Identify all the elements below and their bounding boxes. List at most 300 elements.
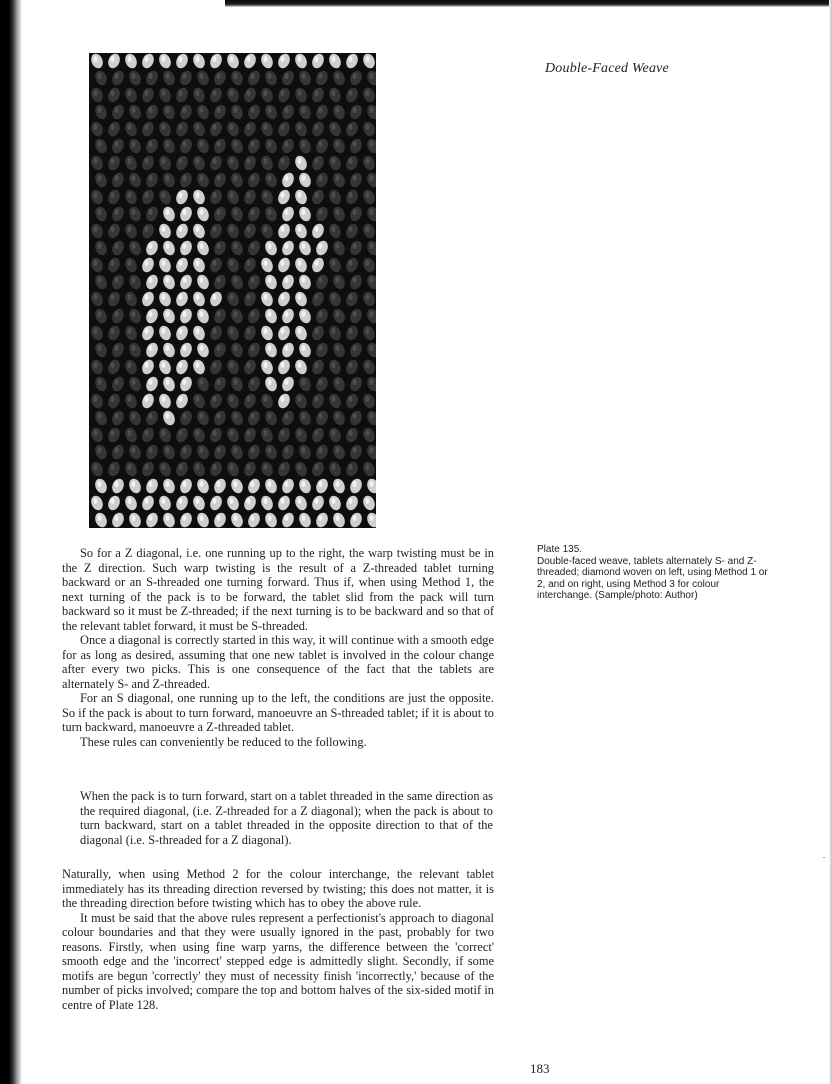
light-warp-twist: [229, 477, 245, 495]
dark-warp-twist: [191, 154, 207, 172]
dark-warp-twist: [106, 256, 122, 274]
twist-highlight: [98, 515, 102, 521]
twist-highlight: [145, 362, 149, 368]
dark-warp-twist: [293, 426, 309, 444]
dark-warp-twist: [314, 443, 330, 461]
twist-highlight: [319, 379, 323, 385]
twist-highlight: [366, 260, 370, 266]
twist-highlight: [115, 447, 119, 453]
dark-warp-twist: [89, 426, 105, 444]
dark-warp-twist: [344, 86, 360, 104]
twist-highlight: [336, 209, 340, 215]
dark-warp-twist: [89, 290, 105, 308]
twist-highlight: [251, 447, 255, 453]
twist-highlight: [132, 243, 136, 249]
dark-warp-twist: [263, 69, 279, 87]
dark-warp-twist: [123, 222, 139, 240]
twist-highlight: [98, 447, 102, 453]
dark-warp-twist: [310, 188, 326, 206]
twist-highlight: [94, 498, 98, 504]
dark-warp-twist: [127, 205, 143, 223]
dark-warp-twist: [331, 341, 347, 359]
dark-warp-twist: [242, 86, 258, 104]
twist-highlight: [234, 345, 238, 351]
dark-warp-twist: [263, 171, 279, 189]
twist-highlight: [268, 175, 272, 181]
twist-highlight: [217, 413, 221, 419]
dark-warp-twist: [246, 409, 262, 427]
paragraph: It must be said that the above rules represent a perfectionist's approach to diagonal colour boundaries and that they were usually ignored in the past, probably for two reasons. Firstly, when using fine warp yarns, the difference between the 'correct' smooth edge and the 'incorrect' stepped edge is admittedly slight. Secondly, if some motifs are begun 'correctly' they must of necessity finish 'incorrectly,' because of the number of picks involved; compare the top and bottom halves of the six-sided motif in centre of Plate 128.: [62, 910, 494, 1012]
twist-highlight: [128, 56, 132, 62]
twist-highlight: [366, 328, 370, 334]
dark-warp-twist: [229, 341, 245, 359]
twist-highlight: [234, 175, 238, 181]
dark-warp-twist: [123, 120, 139, 138]
woven-band-image: [89, 53, 376, 528]
twist-highlight: [200, 311, 204, 317]
twist-highlight: [217, 515, 221, 521]
twist-highlight: [285, 515, 289, 521]
twist-highlight: [128, 464, 132, 470]
dark-warp-twist: [293, 460, 309, 478]
dark-warp-twist: [327, 222, 343, 240]
twist-highlight: [162, 90, 166, 96]
dark-warp-twist: [127, 273, 143, 291]
twist-highlight: [94, 362, 98, 368]
light-warp-twist: [259, 290, 275, 308]
dark-warp-twist: [123, 358, 139, 376]
dark-warp-twist: [280, 137, 296, 155]
twist-highlight: [268, 107, 272, 113]
dark-warp-twist: [327, 86, 343, 104]
twist-highlight: [230, 294, 234, 300]
twist-highlight: [336, 481, 340, 487]
twist-highlight: [302, 311, 306, 317]
dark-warp-twist: [191, 460, 207, 478]
twist-highlight: [285, 243, 289, 249]
light-warp-twist: [140, 53, 156, 70]
twist-highlight: [217, 175, 221, 181]
dark-warp-twist: [276, 426, 292, 444]
dark-warp-twist: [263, 137, 279, 155]
plate-caption-text: Double-faced weave, tablets alternately S- and Z-threaded; diamond woven on left, using Method 1 or 2, and on right, using Method 3 for colour interchange. (Sample/photo: Author): [537, 555, 768, 602]
light-warp-twist: [225, 494, 241, 512]
twist-highlight: [302, 209, 306, 215]
dark-warp-twist: [242, 256, 258, 274]
dark-warp-twist: [259, 426, 275, 444]
light-warp-twist: [314, 477, 330, 495]
light-warp-twist: [297, 477, 313, 495]
twist-highlight: [132, 413, 136, 419]
light-warp-twist: [174, 222, 190, 240]
dark-warp-twist: [259, 120, 275, 138]
dark-warp-twist: [297, 69, 313, 87]
light-warp-twist: [242, 53, 258, 70]
dark-warp-twist: [310, 426, 326, 444]
light-warp-twist: [191, 358, 207, 376]
dark-warp-twist: [89, 460, 105, 478]
dark-warp-twist: [208, 222, 224, 240]
twist-highlight: [98, 73, 102, 79]
dark-warp-twist: [212, 137, 228, 155]
twist-highlight: [298, 124, 302, 130]
dark-warp-twist: [331, 239, 347, 257]
dark-warp-twist: [314, 409, 330, 427]
twist-highlight: [268, 481, 272, 487]
twist-highlight: [94, 328, 98, 334]
dark-warp-twist: [93, 307, 109, 325]
dark-warp-twist: [123, 392, 139, 410]
twist-highlight: [349, 498, 353, 504]
dark-warp-twist: [348, 69, 364, 87]
twist-highlight: [281, 90, 285, 96]
dark-warp-twist: [348, 307, 364, 325]
dark-warp-twist: [93, 69, 109, 87]
light-warp-twist: [344, 53, 360, 70]
twist-highlight: [98, 209, 102, 215]
light-warp-twist: [157, 324, 173, 342]
light-warp-twist: [297, 273, 313, 291]
light-warp-twist: [280, 307, 296, 325]
twist-highlight: [98, 379, 102, 385]
dark-warp-twist: [178, 103, 194, 121]
twist-highlight: [230, 56, 234, 62]
twist-highlight: [281, 56, 285, 62]
dark-warp-twist: [144, 409, 160, 427]
twist-highlight: [149, 345, 153, 351]
twist-highlight: [336, 243, 340, 249]
light-warp-twist: [161, 477, 177, 495]
twist-highlight: [132, 141, 136, 147]
twist-highlight: [264, 260, 268, 266]
dark-warp-twist: [310, 290, 326, 308]
twist-highlight: [315, 464, 319, 470]
dark-warp-twist: [89, 188, 105, 206]
light-warp-twist: [144, 341, 160, 359]
light-warp-twist: [293, 154, 309, 172]
dark-warp-twist: [225, 392, 241, 410]
dark-warp-twist: [327, 426, 343, 444]
light-warp-twist: [195, 307, 211, 325]
dark-warp-twist: [127, 171, 143, 189]
twist-highlight: [111, 90, 115, 96]
twist-highlight: [370, 107, 374, 113]
dark-warp-twist: [157, 120, 173, 138]
light-warp-twist: [297, 171, 313, 189]
twist-highlight: [285, 379, 289, 385]
dark-warp-twist: [123, 154, 139, 172]
dark-warp-twist: [178, 443, 194, 461]
dark-warp-twist: [144, 171, 160, 189]
dark-warp-twist: [106, 222, 122, 240]
dark-warp-twist: [106, 426, 122, 444]
dark-warp-twist: [242, 222, 258, 240]
twist-highlight: [247, 362, 251, 368]
dark-warp-twist: [229, 409, 245, 427]
twist-highlight: [166, 379, 170, 385]
twist-highlight: [315, 192, 319, 198]
dark-warp-twist: [229, 103, 245, 121]
twist-highlight: [200, 243, 204, 249]
twist-highlight: [298, 260, 302, 266]
twist-highlight: [247, 124, 251, 130]
dark-warp-twist: [174, 120, 190, 138]
dark-warp-twist: [246, 171, 262, 189]
light-warp-twist: [191, 222, 207, 240]
twist-highlight: [166, 447, 170, 453]
light-warp-twist: [174, 358, 190, 376]
twist-highlight: [247, 396, 251, 402]
twist-highlight: [366, 498, 370, 504]
dark-warp-twist: [89, 392, 105, 410]
dark-warp-twist: [225, 426, 241, 444]
dark-warp-twist: [314, 69, 330, 87]
dark-warp-twist: [310, 324, 326, 342]
twist-highlight: [94, 124, 98, 130]
twist-highlight: [366, 294, 370, 300]
twist-highlight: [302, 515, 306, 521]
dark-warp-twist: [280, 103, 296, 121]
light-warp-twist: [157, 494, 173, 512]
dark-warp-twist: [246, 205, 262, 223]
dark-warp-twist: [344, 256, 360, 274]
twist-highlight: [145, 498, 149, 504]
twist-highlight: [353, 277, 357, 283]
twist-highlight: [251, 141, 255, 147]
twist-highlight: [196, 124, 200, 130]
twist-highlight: [213, 124, 217, 130]
twist-highlight: [230, 192, 234, 198]
twist-highlight: [302, 73, 306, 79]
twist-highlight: [268, 311, 272, 317]
twist-highlight: [370, 481, 374, 487]
twist-highlight: [264, 430, 268, 436]
twist-highlight: [332, 328, 336, 334]
twist-highlight: [349, 192, 353, 198]
twist-highlight: [132, 515, 136, 521]
light-warp-twist: [331, 477, 347, 495]
dark-warp-twist: [93, 137, 109, 155]
twist-highlight: [264, 396, 268, 402]
twist-highlight: [285, 277, 289, 283]
twist-highlight: [200, 515, 204, 521]
twist-highlight: [349, 430, 353, 436]
twist-highlight: [196, 158, 200, 164]
twist-highlight: [281, 498, 285, 504]
dark-warp-twist: [327, 154, 343, 172]
dark-warp-twist: [208, 426, 224, 444]
dark-warp-twist: [344, 290, 360, 308]
dark-warp-twist: [229, 239, 245, 257]
twist-highlight: [145, 294, 149, 300]
dark-warp-twist: [212, 375, 228, 393]
dark-warp-twist: [178, 137, 194, 155]
light-warp-twist: [208, 494, 224, 512]
twist-highlight: [247, 90, 251, 96]
twist-highlight: [111, 124, 115, 130]
twist-highlight: [336, 175, 340, 181]
dark-warp-twist: [93, 273, 109, 291]
twist-highlight: [370, 175, 374, 181]
twist-highlight: [349, 226, 353, 232]
light-warp-twist: [161, 205, 177, 223]
dark-warp-twist: [293, 86, 309, 104]
twist-highlight: [179, 362, 183, 368]
dark-warp-twist: [242, 460, 258, 478]
light-warp-twist: [195, 273, 211, 291]
dark-warp-twist: [242, 120, 258, 138]
twist-highlight: [128, 90, 132, 96]
twist-highlight: [251, 379, 255, 385]
twist-highlight: [145, 90, 149, 96]
twist-highlight: [315, 362, 319, 368]
body-text-top: [62, 546, 494, 749]
dark-warp-twist: [225, 290, 241, 308]
twist-highlight: [332, 124, 336, 130]
dark-warp-twist: [348, 239, 364, 257]
dark-warp-twist: [229, 171, 245, 189]
twist-highlight: [319, 515, 323, 521]
dark-warp-twist: [157, 188, 173, 206]
twist-highlight: [94, 56, 98, 62]
twist-highlight: [94, 396, 98, 402]
twist-highlight: [162, 192, 166, 198]
twist-highlight: [268, 243, 272, 249]
light-warp-twist: [242, 494, 258, 512]
twist-highlight: [285, 175, 289, 181]
twist-highlight: [353, 379, 357, 385]
twist-highlight: [315, 226, 319, 232]
twist-highlight: [115, 481, 119, 487]
dark-warp-twist: [191, 86, 207, 104]
twist-highlight: [268, 73, 272, 79]
dark-warp-twist: [144, 69, 160, 87]
twist-highlight: [298, 294, 302, 300]
light-warp-twist: [280, 341, 296, 359]
dark-warp-twist: [208, 188, 224, 206]
dark-warp-twist: [89, 256, 105, 274]
twist-highlight: [298, 226, 302, 232]
dark-warp-twist: [144, 205, 160, 223]
twist-highlight: [281, 362, 285, 368]
twist-highlight: [315, 90, 319, 96]
light-warp-twist: [191, 188, 207, 206]
twist-highlight: [115, 107, 119, 113]
light-warp-twist: [293, 324, 309, 342]
dark-warp-twist: [331, 273, 347, 291]
twist-highlight: [213, 90, 217, 96]
twist-highlight: [302, 175, 306, 181]
twist-highlight: [115, 243, 119, 249]
dark-warp-twist: [280, 69, 296, 87]
scan-top-edge: [225, 0, 832, 7]
twist-highlight: [94, 90, 98, 96]
dark-warp-twist: [191, 120, 207, 138]
dark-warp-twist: [140, 86, 156, 104]
twist-highlight: [285, 209, 289, 215]
twist-highlight: [353, 175, 357, 181]
twist-highlight: [128, 124, 132, 130]
light-warp-twist: [178, 205, 194, 223]
light-warp-twist: [174, 53, 190, 70]
twist-highlight: [94, 260, 98, 266]
dark-warp-twist: [259, 222, 275, 240]
twist-highlight: [315, 294, 319, 300]
dark-warp-twist: [225, 460, 241, 478]
twist-highlight: [183, 277, 187, 283]
twist-highlight: [94, 294, 98, 300]
twist-highlight: [302, 447, 306, 453]
twist-highlight: [149, 481, 153, 487]
dark-warp-twist: [208, 120, 224, 138]
light-warp-twist: [280, 273, 296, 291]
twist-highlight: [145, 226, 149, 232]
twist-highlight: [353, 413, 357, 419]
twist-highlight: [179, 294, 183, 300]
dark-warp-twist: [110, 239, 126, 257]
twist-highlight: [115, 413, 119, 419]
twist-highlight: [251, 515, 255, 521]
twist-highlight: [268, 345, 272, 351]
twist-highlight: [332, 464, 336, 470]
light-warp-twist: [280, 477, 296, 495]
twist-highlight: [370, 379, 374, 385]
dark-warp-twist: [314, 307, 330, 325]
dark-warp-twist: [106, 120, 122, 138]
dark-warp-twist: [195, 137, 211, 155]
dark-warp-twist: [127, 307, 143, 325]
dark-warp-twist: [212, 409, 228, 427]
light-warp-twist: [106, 494, 122, 512]
dark-warp-twist: [127, 239, 143, 257]
light-warp-twist: [293, 222, 309, 240]
dark-warp-twist: [93, 239, 109, 257]
twist-highlight: [162, 430, 166, 436]
dark-warp-twist: [297, 443, 313, 461]
twist-highlight: [332, 90, 336, 96]
dark-warp-twist: [310, 460, 326, 478]
dark-warp-twist: [93, 205, 109, 223]
dark-warp-twist: [344, 324, 360, 342]
dark-warp-twist: [157, 154, 173, 172]
plate-number: Plate 135.: [537, 544, 583, 555]
light-warp-twist: [89, 53, 105, 70]
light-warp-twist: [276, 392, 292, 410]
dark-warp-twist: [331, 205, 347, 223]
twist-highlight: [183, 311, 187, 317]
dark-warp-twist: [212, 341, 228, 359]
twist-highlight: [370, 515, 374, 521]
twist-highlight: [264, 362, 268, 368]
twist-highlight: [247, 158, 251, 164]
twist-highlight: [111, 226, 115, 232]
twist-highlight: [162, 498, 166, 504]
plate-photo: [89, 53, 376, 528]
dark-warp-twist: [110, 273, 126, 291]
dark-warp-twist: [225, 256, 241, 274]
twist-highlight: [281, 260, 285, 266]
twist-highlight: [98, 345, 102, 351]
twist-highlight: [336, 515, 340, 521]
dark-warp-twist: [246, 137, 262, 155]
light-warp-twist: [280, 239, 296, 257]
light-warp-twist: [174, 188, 190, 206]
twist-highlight: [217, 277, 221, 283]
dark-warp-twist: [195, 103, 211, 121]
twist-highlight: [302, 413, 306, 419]
twist-highlight: [247, 192, 251, 198]
dark-warp-twist: [195, 375, 211, 393]
